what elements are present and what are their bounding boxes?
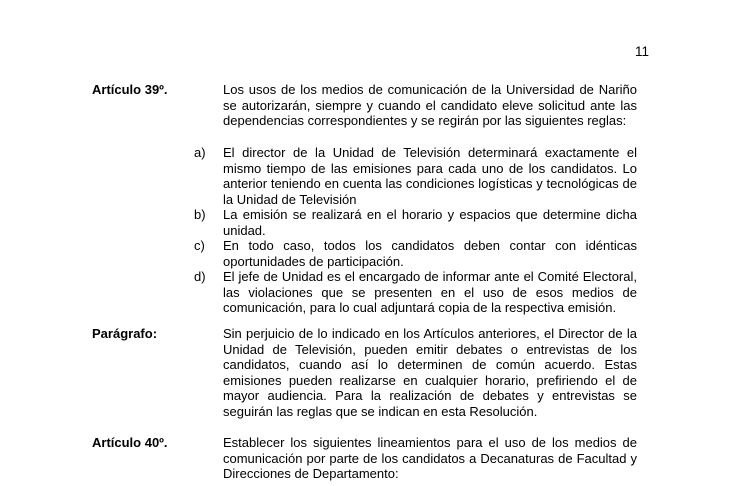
article-40-label: Artículo 40º. (92, 435, 168, 450)
list-item-c-text: En todo caso, todos los candidatos deben contar con idénticas oportunidades de participación. (223, 238, 637, 269)
article-39-intro: Los usos de los medios de comunicación de la Universidad de Nariño se autorizarán, siempre y cuando el candidato eleve solicitud ante las dependencias correspondientes y se regirán por las siguientes reglas: (223, 82, 637, 129)
list-item-d-text: El jefe de Unidad es el encargado de informar ante el Comité Electoral, las violaciones que se presenten en el uso de esos medios de comunicación, para lo cual adjuntará copia de la respectiva emisión. (223, 269, 637, 316)
article-40-text: Establecer los siguientes lineamientos para el uso de los medios de comunicación por parte de los candidatos a Decanaturas de Facultad y Direcciones de Departamento: (223, 435, 637, 482)
article-39-label: Artículo 39º. (92, 82, 168, 97)
list-item-a-text: El director de la Unidad de Televisión determinará exactamente el mismo tiempo de las emisiones para cada uno de los candidatos. Lo anterior teniendo en cuenta las condiciones logísticas y tecnológicas de la Unidad de Televisión (223, 145, 637, 207)
page-number: 11 (634, 44, 649, 59)
list-item-b-marker: b) (194, 207, 206, 222)
list-item-b-text: La emisión se realizará en el horario y espacios que determine dicha unidad. (223, 207, 637, 238)
list-item-a-marker: a) (194, 145, 206, 160)
list-item-c-marker: c) (194, 238, 205, 253)
paragrafo-label: Parágrafo: (92, 326, 158, 341)
list-item-d-marker: d) (194, 269, 206, 284)
paragrafo-text: Sin perjuicio de lo indicado en los Artículos anteriores, el Director de la Unidad de Televisión, pueden emitir debates o entrevistas de los candidatos, cuando así lo determinen de común acuerdo. Estas emisiones pueden realizarse en cualquier horario, prefiriendo el de mayor audiencia. Para la realización de debates y entrevistas se seguirán las reglas que se indican en esta Resolución. (223, 326, 637, 419)
